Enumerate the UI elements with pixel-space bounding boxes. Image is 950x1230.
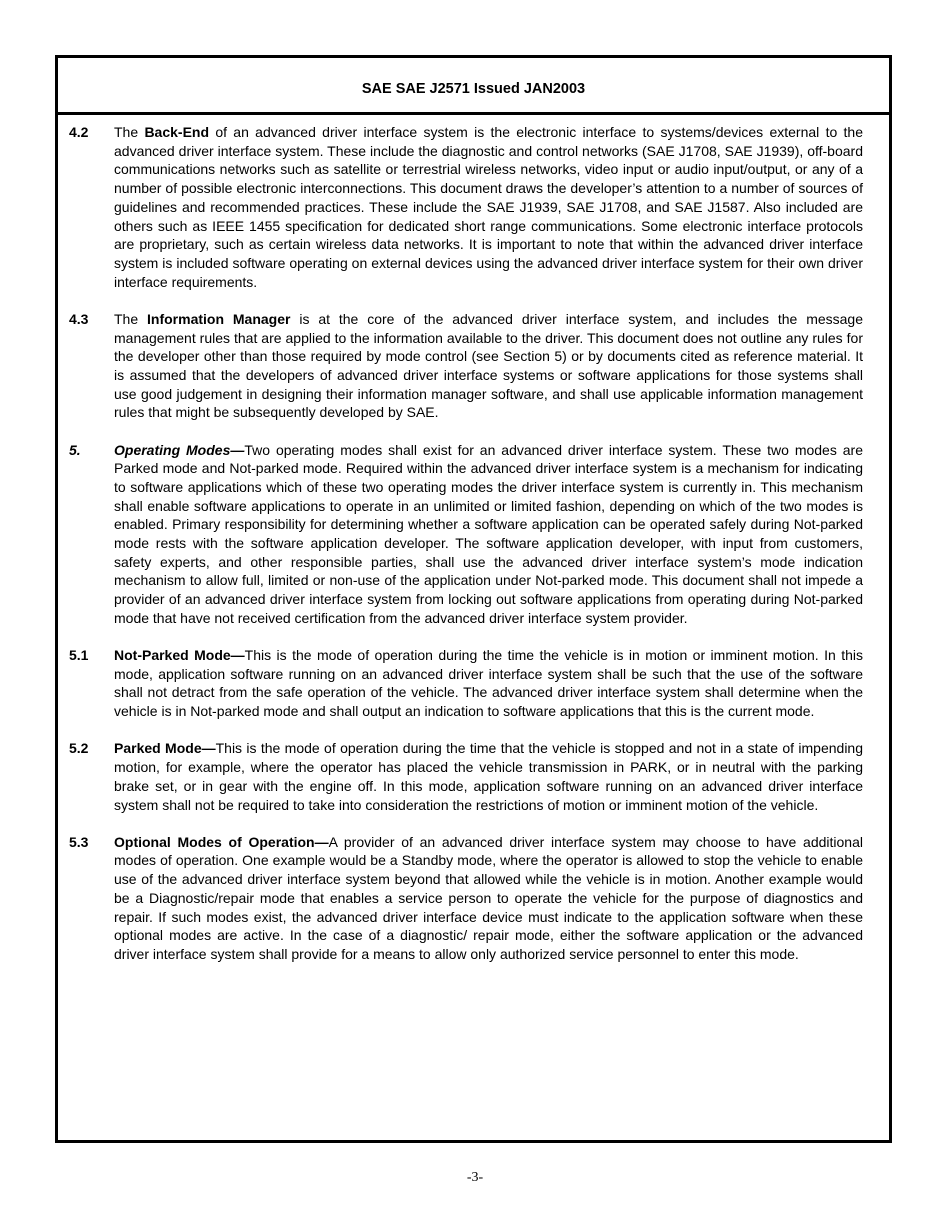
section-paragraph: Parked Mode—This is the mode of operation during the time that the vehicle is stopped and not in a state of impending motion, for example, where the operator has placed the vehicle transmission in PARK, or in neutral with the parking brake set, or in gear with the engine off. In this mode, application software running on an advanced driver interface system shall not be required to take into consideration the restrictions of motion or imminent motion of the vehicle. xyxy=(114,740,864,813)
page-number: -3- xyxy=(466,1170,484,1185)
document-header xyxy=(58,58,889,115)
section-5-2 xyxy=(69,739,863,814)
section-4-2 xyxy=(69,123,863,291)
page-frame xyxy=(55,55,892,1143)
section-paragraph: The Information Manager is at the core of the advanced driver interface system, and includes the message management rules that are applied to the information available to the driver. This document does not outline any rules for the developer other than those required by mode control (see Section 5) or by documents cited as reference material. It is assumed that the developers of advanced driver interface systems or software applications for those systems shall use good judgement in designing their information manager software, and shall use applicable information management rules that might be subsequently developed by SAE. xyxy=(114,310,864,421)
section-4-3 xyxy=(69,310,863,422)
section-5-1 xyxy=(69,646,863,721)
header-title: SAE SAE J2571 Issued JAN2003 xyxy=(361,81,586,97)
section-5-3 xyxy=(69,833,863,964)
section-number: 5.2 xyxy=(69,740,89,757)
section-paragraph: Not-Parked Mode—This is the mode of operation during the time the vehicle is in motion or imminent motion. In this mode, application software running on an advanced driver interface system shall be such that the use of the software shall not detract from the safe operation of the vehicle. The advanced driver interface system shall determine when the vehicle is in Not-parked mode and shall output an indication to software applications that this is the current mode. xyxy=(114,647,864,720)
section-number: 5.3 xyxy=(69,833,89,850)
section-term: Operating Modes— xyxy=(114,441,245,458)
section-number: 4.3 xyxy=(69,310,89,327)
document-body xyxy=(58,115,889,964)
section-paragraph: Optional Modes of Operation—A provider of an advanced driver interface system may choose to have additional modes of operation. One example would be a Standby mode, where the operator is allowed to stop the vehicle to enable use of the advanced driver interface system beyond that allowed while the vehicle is in motion. Another example would be a Diagnostic/repair mode that enables a service person to operate the vehicle for the purpose of diagnostics and repair. If such modes exist, the advanced driver interface device must indicate to the application software when these optional modes are active. In the case of a diagnostic/ repair mode, either the software application or the advanced driver interface system shall provide for a means to allow only authorized service personnel to enter this mode. xyxy=(114,833,863,962)
section-paragraph: Operating Modes—Two operating modes shall exist for an advanced driver interface system. These two modes are Parked mode and Not-parked mode. Required within the advanced driver interface system is a mechanism for indicating to software applications which of these two operating modes the driver interface system is currently in. This mechanism shall enable software applications to operate in an unlimited or limited fashion, depending on which of the two modes is enabled. Primary responsibility for determining whether a software application can be operated safely during Not-parked mode rests with the software application developer. The software application developer, with input from customers, safety experts, and other responsible parties, shall use the advanced driver interface system’s mode indication mechanism to allow full, limited or non-use of the application under Not-parked mode. This document shall not impede a provider of an advanced driver interface system from locking out software applications from operating during Not-parked mode that have not received certification from the advanced driver interface system provider. xyxy=(114,441,863,626)
section-term: Not-Parked Mode— xyxy=(114,647,245,664)
section-paragraph: The Back-End of an advanced driver interface system is the electronic interface to systems/devices external to the advanced driver interface system. These include the diagnostic and control networks (SAE J1708, SAE J1939), off-board communications networks such as satellite or terrestrial wireless networks, video input or audio input/output, or any of a number of possible electronic interconnections. This document draws the developer’s attention to a number of sources of guidelines and recommended practices. These include the SAE J1939, SAE J1708, and SAE J1587. Also included are others such as IEEE 1455 specification for dedicated short range communications. Some electronic interface protocols are proprietary, such as certain wireless data networks. It is important to note that within the advanced driver interface system is included software operating on external devices using the advanced driver interface system for their own driver interface requirements. xyxy=(114,124,864,290)
section-term: Parked Mode— xyxy=(114,740,216,757)
section-term: Back-End xyxy=(144,124,210,140)
section-term: Optional Modes of Operation— xyxy=(114,833,329,850)
section-number: 4.2 xyxy=(69,124,89,140)
section-number: 5.1 xyxy=(69,647,89,664)
section-number: 5. xyxy=(69,441,81,458)
section-term: Information Manager xyxy=(147,310,291,327)
section-5 xyxy=(69,441,863,628)
